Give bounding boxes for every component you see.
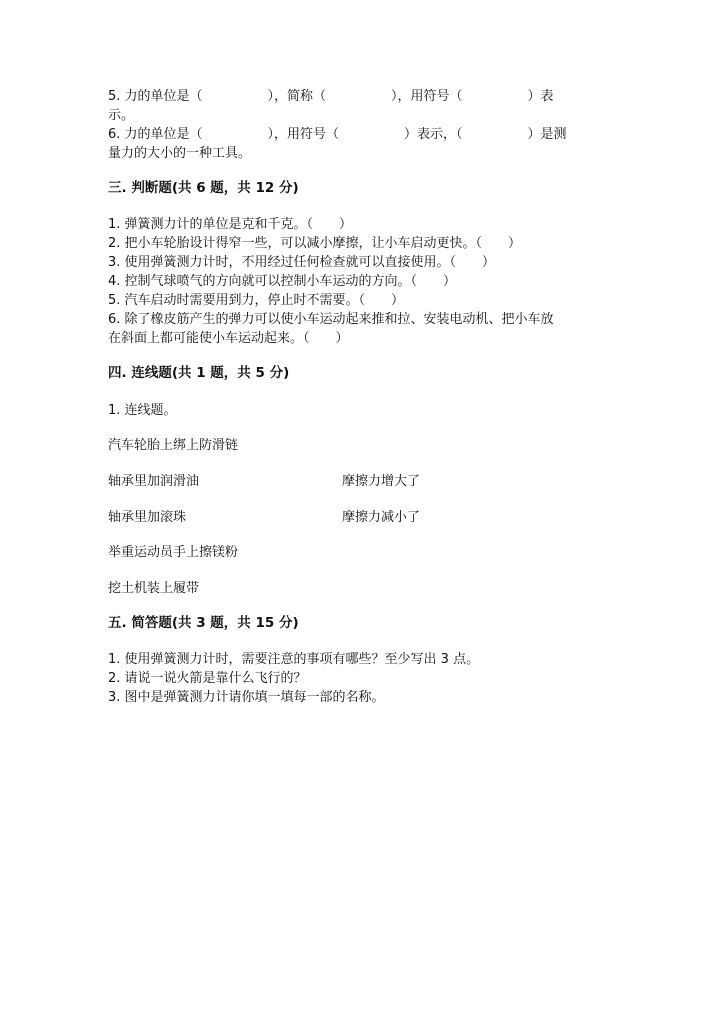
fill-blank-q5-line2: 示。 bbox=[108, 108, 135, 123]
judge-item-6-line1: 6. 除了橡皮筋产生的弹力可以使小车运动起来推和拉、安装电动机、把小车放 bbox=[108, 312, 554, 327]
short-answer-1: 1. 使用弹簧测力计时，需要注意的事项有哪些？至少写出 3 点。 bbox=[108, 652, 480, 667]
matching-left-1: 汽车轮胎上绑上防滑链 bbox=[108, 438, 239, 453]
matching-right-2: 摩擦力减小了 bbox=[342, 510, 421, 525]
fill-blank-q5-line1: 5. 力的单位是（ ），简称（ ），用符号（ ）表 bbox=[108, 89, 554, 104]
judge-item-3: 3. 使用弹簧测力计时，不用经过任何检查就可以直接使用。（ ） bbox=[108, 255, 496, 270]
judge-item-5: 5. 汽车启动时需要用到力，停止时不需要。（ ） bbox=[108, 293, 405, 308]
matching-left-3: 轴承里加滚珠 bbox=[108, 510, 187, 525]
judge-item-4: 4. 控制气球喷气的方向就可以控制小车运动的方向。（ ） bbox=[108, 274, 457, 289]
judge-item-1: 1. 弹簧测力计的单位是克和千克。（ ） bbox=[108, 217, 353, 232]
matching-question: 1. 连线题。 bbox=[108, 403, 177, 418]
matching-right-1: 摩擦力增大了 bbox=[342, 474, 421, 489]
matching-left-2: 轴承里加润滑油 bbox=[108, 474, 200, 489]
section3-heading: 三. 判断题(共 6 题，共 12 分) bbox=[108, 180, 299, 196]
section4-heading: 四. 连线题(共 1 题，共 5 分) bbox=[108, 365, 290, 381]
short-answer-2: 2. 请说一说火箭是靠什么飞行的？ bbox=[108, 671, 307, 686]
matching-left-4: 举重运动员手上擦镁粉 bbox=[108, 545, 239, 560]
section5-heading: 五. 简答题(共 3 题，共 15 分) bbox=[108, 615, 299, 631]
fill-blank-q6-line2: 量力的大小的一种工具。 bbox=[108, 146, 252, 161]
fill-blank-q6-line1: 6. 力的单位是（ ），用符号（ ）表示，（ ）是测 bbox=[108, 127, 567, 142]
matching-left-5: 挖土机装上履带 bbox=[108, 581, 200, 596]
judge-item-2: 2. 把小车轮胎设计得窄一些，可以减小摩擦，让小车启动更快。（ ） bbox=[108, 236, 522, 251]
judge-item-6-line2: 在斜面上都可能使小车运动起来。（ ） bbox=[108, 331, 349, 346]
short-answer-3: 3. 图中是弹簧测力计请你填一填每一部的名称。 bbox=[108, 690, 385, 705]
